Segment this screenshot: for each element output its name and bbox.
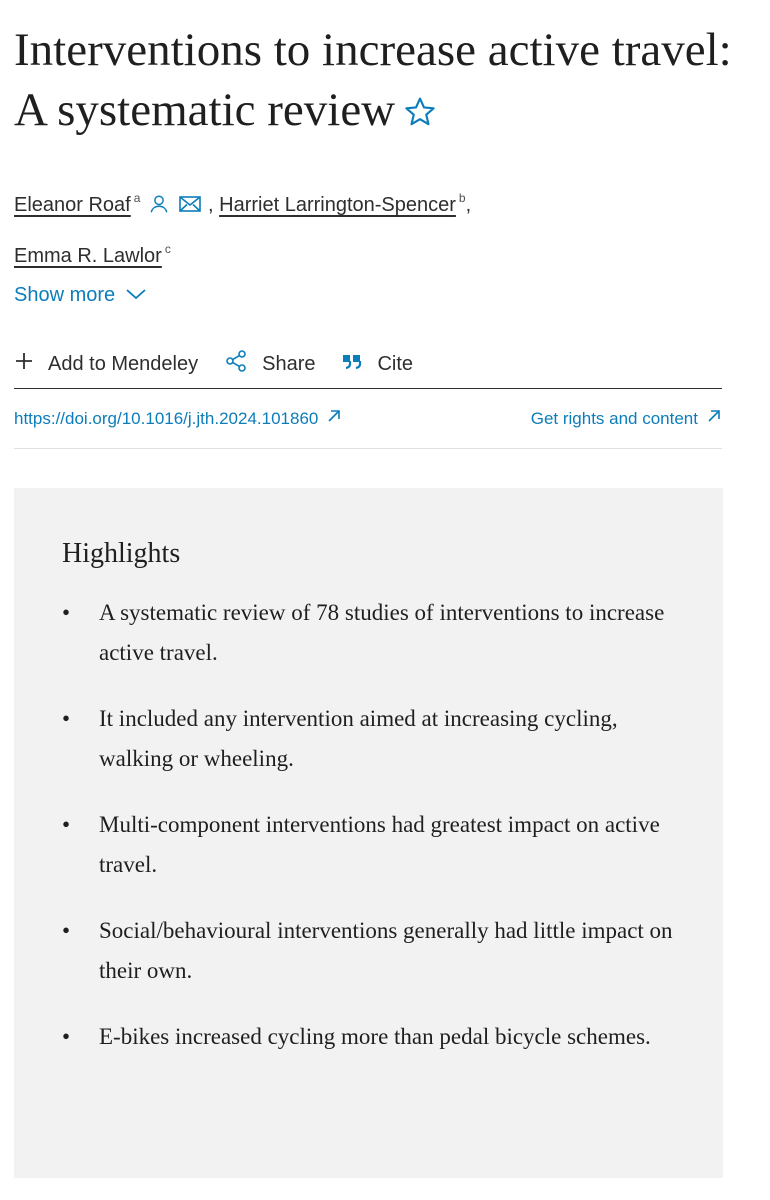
external-arrow-icon [326, 408, 342, 429]
author-affiliation: a [133, 191, 141, 205]
bullet: • [62, 812, 71, 837]
plus-icon [14, 351, 48, 377]
author-affiliation: c [164, 242, 171, 256]
cite-label: Cite [377, 352, 414, 375]
highlights-heading: Highlights [62, 538, 181, 569]
author-separator: , [465, 194, 472, 216]
highlight-text: It included any intervention aimed at increasing cycling, walking or wheeling. [99, 706, 618, 771]
bullet: • [62, 918, 71, 943]
person-icon[interactable] [148, 189, 170, 229]
external-arrow-icon [706, 408, 722, 429]
show-more-button[interactable] [14, 284, 147, 307]
author-separator: , [208, 194, 214, 216]
doi-link[interactable] [14, 398, 342, 429]
bullet: • [62, 600, 71, 625]
mail-icon[interactable] [178, 189, 202, 229]
article-title [14, 20, 734, 144]
article-title-text: Interventions to increase active travel: A systematic review [14, 24, 732, 136]
show-more-label: Show more [14, 284, 116, 306]
bullet: • [62, 706, 71, 731]
highlight-text: A systematic review of 78 studies of interventions to increase active travel. [99, 600, 665, 665]
highlight-item [62, 699, 682, 779]
author-link[interactable]: Eleanor Roaf [14, 194, 131, 216]
author-list [14, 178, 734, 276]
share-button[interactable] [224, 349, 315, 379]
highlight-item [62, 805, 682, 885]
highlight-item [62, 911, 682, 991]
star-outline-icon[interactable] [403, 84, 437, 144]
cite-button[interactable] [341, 351, 413, 377]
rights-link[interactable] [531, 398, 722, 429]
share-label: Share [262, 352, 316, 375]
article-actions-bar [14, 340, 722, 389]
add-to-mendeley-label: Add to Mendeley [48, 352, 199, 375]
author-affiliation: b [458, 191, 466, 205]
highlight-text: E-bikes increased cycling more than pedal bicycle schemes. [99, 1024, 651, 1049]
highlight-item [62, 1017, 682, 1057]
highlight-text: Multi-component interventions had greatest impact on active travel. [99, 812, 660, 877]
author-link[interactable]: Harriet Larrington-Spencer [219, 194, 456, 216]
add-to-mendeley-button[interactable] [14, 351, 198, 377]
highlight-text: Social/behavioural interventions generally had little impact on their own. [99, 918, 673, 983]
share-icon [224, 349, 262, 379]
highlight-item [62, 593, 682, 673]
author-link[interactable]: Emma R. Lawlor [14, 245, 162, 267]
chevron-down-icon [125, 284, 147, 307]
highlights-list [62, 593, 682, 1083]
doi-text: https://doi.org/10.1016/j.jth.2024.101860 [14, 408, 319, 428]
quote-icon [341, 351, 377, 377]
rights-text: Get rights and content [530, 408, 698, 428]
bullet: • [62, 1024, 71, 1049]
article-links [14, 398, 722, 449]
highlights-panel [14, 488, 723, 1178]
